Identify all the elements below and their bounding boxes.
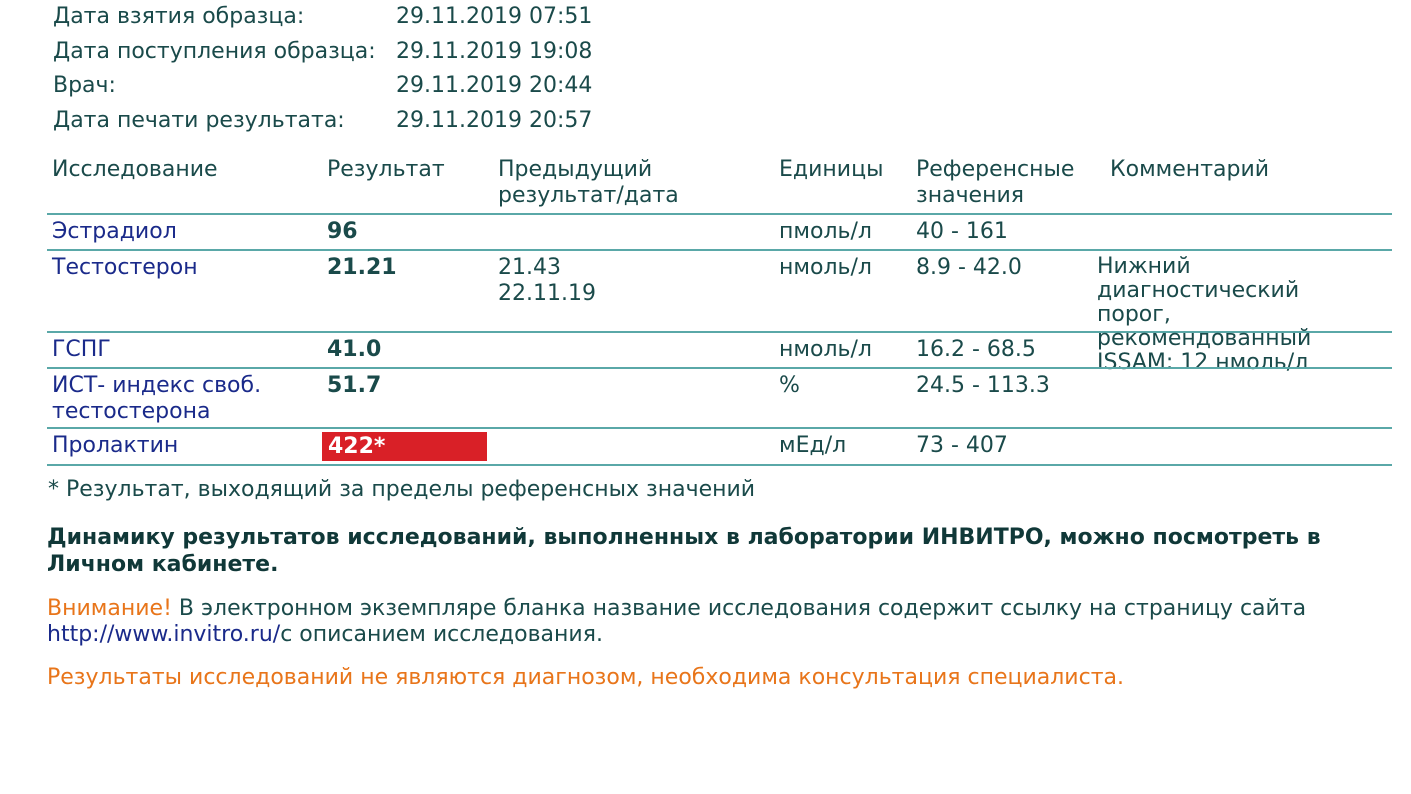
meta-value: 29.11.2019 20:44 [396,73,593,98]
header-units: Единицы [779,157,884,182]
dynamics-note [47,524,1367,578]
header-reference-line2: значения [916,183,1025,208]
notice-warning-label: Внимание! [47,596,172,621]
units: нмоль/л [779,255,872,280]
units: мЕд/л [779,433,847,458]
reference-range: 40 - 161 [916,219,1008,244]
table-row [47,333,1392,369]
previous-date: 22.11.19 [498,281,596,306]
comment-line: ISSAM: 12 нмоль/л [1097,350,1309,375]
test-name-link[interactable]: Тестостерон [52,255,198,280]
meta-value: 29.11.2019 19:08 [396,38,593,64]
test-name-link[interactable]: ГСПГ [52,337,111,362]
reference-range: 16.2 - 68.5 [916,337,1036,362]
meta-label: Врач: [53,73,116,98]
result-value: 422* [328,434,386,459]
header-previous [498,157,679,209]
reference-range: 73 - 407 [916,433,1008,458]
header-comment: Комментарий [1110,157,1270,182]
results-table [47,155,1392,466]
notice-text-2: с описанием исследования. [280,622,603,647]
header-test: Исследование [52,157,218,182]
result-value: 41.0 [327,337,382,362]
header-result: Результат [327,157,445,182]
out-of-range-footnote: * Результат, выходящий за пределы референсных значений [48,477,756,502]
table-header [47,155,1392,215]
header-reference-line1: Референсные [916,157,1075,182]
test-name-link[interactable]: Эстрадиол [52,219,177,244]
table-row [47,369,1392,429]
table-row [47,429,1392,466]
dynamics-line: Личном кабинете. [47,552,279,577]
reference-range: 24.5 - 113.3 [916,373,1050,398]
result-value: 96 [327,219,358,244]
disclaimer: Результаты исследований не являются диагнозом, необходима консультация специалиста. [47,665,1124,690]
dynamics-line: Динамику результатов исследований, выполненных в лаборатории ИНВИТРО, можно посмотреть в [47,525,1321,550]
meta-label: Дата печати результата: [53,107,345,133]
meta-value: 29.11.2019 20:57 [396,107,593,133]
previous-value: 21.43 [498,255,561,280]
meta-value: 29.11.2019 07:51 [396,4,593,29]
out-of-range-highlight [322,432,487,461]
comment-line: порог, рекомендованный [1097,302,1312,351]
header-previous-line2: результат/дата [498,183,679,208]
meta-label: Дата взятия образца: [53,4,305,29]
header-previous-line1: Предыдущий [498,157,653,182]
table-row [47,215,1392,251]
result-value: 51.7 [327,373,382,398]
test-name-line: тестостерона [52,399,211,424]
units: пмоль/л [779,219,872,244]
invitro-link[interactable]: http://www.invitro.ru/ [47,622,281,647]
notice [47,596,1367,648]
units: нмоль/л [779,337,872,362]
previous-result [498,255,596,307]
reference-range: 8.9 - 42.0 [916,255,1022,280]
test-name-link[interactable] [52,373,261,425]
notice-text: В электронном экземпляре бланка название исследования содержит ссылку на страницу сайта [171,596,1307,621]
units: % [779,373,800,398]
header-reference [916,157,1074,209]
test-name-line: ИСТ- индекс своб. [52,373,262,398]
comment-line: Нижний диагностический [1097,254,1300,303]
result-value: 21.21 [327,255,397,280]
meta-label: Дата поступления образца: [53,38,376,64]
test-name-link[interactable]: Пролактин [52,433,179,458]
